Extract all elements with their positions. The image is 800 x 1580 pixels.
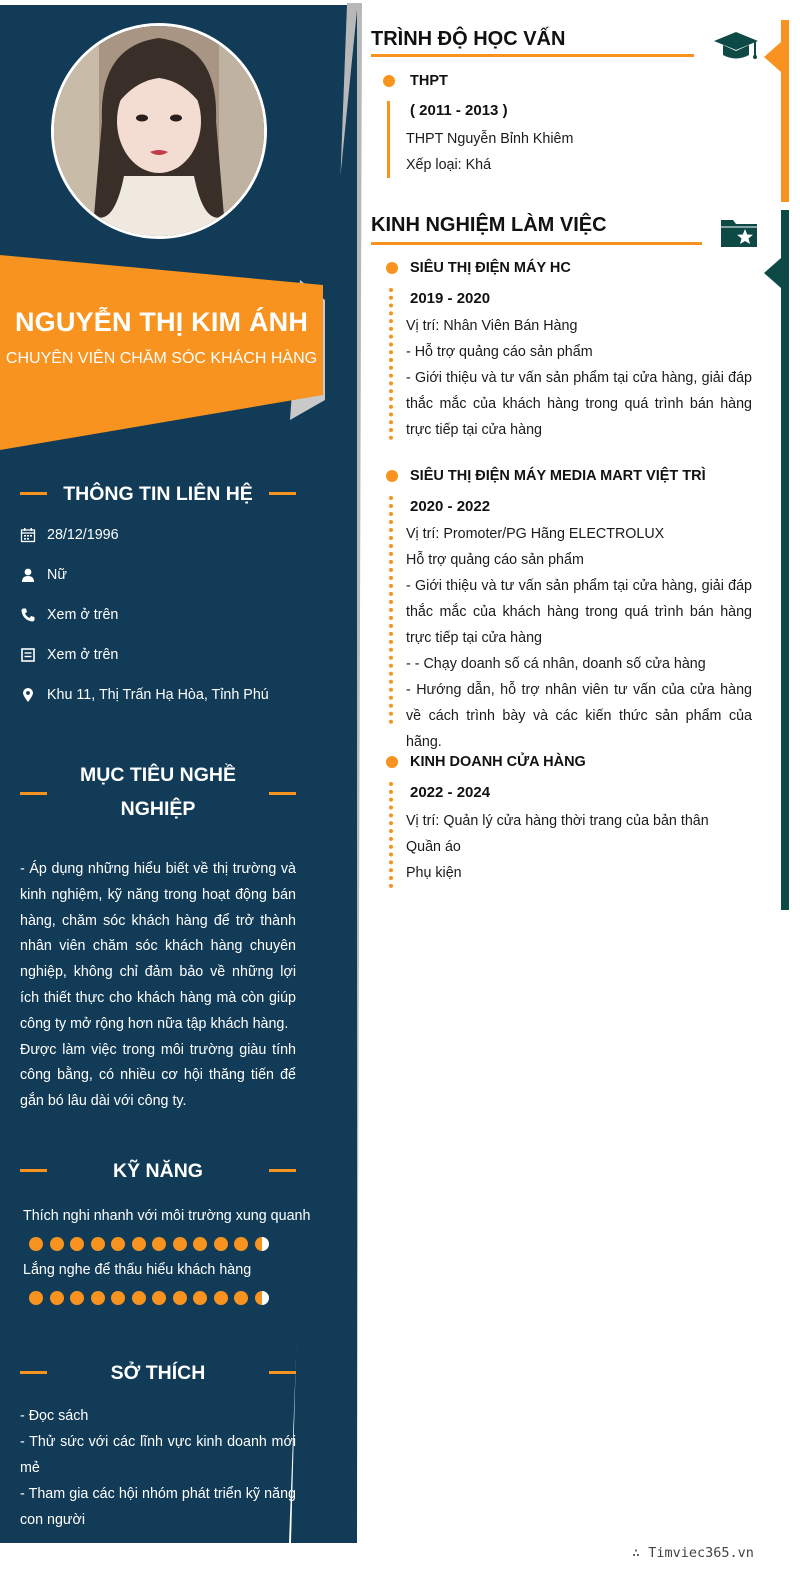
- job-company: SIÊU THỊ ĐIỆN MÁY HC: [410, 260, 571, 276]
- location-icon: [20, 687, 36, 703]
- candidate-name: NGUYỄN THỊ KIM ÁNH: [14, 307, 309, 337]
- skill-dot: [70, 1291, 84, 1305]
- heading-dash-right: [269, 1169, 296, 1172]
- green-side-bar: [781, 210, 789, 910]
- skill-dot: [111, 1291, 125, 1305]
- hobby-item: - Tham gia các hội nhóm phát triển kỹ năng con người: [20, 1486, 296, 1528]
- job-date: 2019 - 2020: [410, 290, 491, 307]
- job-details: [406, 808, 752, 886]
- hobby-item: - Thử sức với các lĩnh vực kinh doanh mới mẻ: [20, 1434, 296, 1476]
- objective-heading: MỤC TIÊU NGHỀ NGHIỆP: [20, 758, 296, 828]
- job-date: 2022 - 2024: [410, 784, 491, 801]
- timeline-dotted-line: [389, 288, 397, 440]
- heading-dash-left: [20, 1371, 47, 1374]
- job-company: KINH DOANH CỬA HÀNG: [410, 754, 586, 770]
- graduation-cap-icon: [713, 30, 759, 64]
- objective-paragraph-1: - Áp dụng những hiểu biết về thị trường và kinh nghiệm, kỹ năng trong hoạt động bán hàng, chăm sóc khách hàng để trở thành nhân viên chăm sóc khách hàng chuyên nghiệp, không chỉ đảm bảo về những lợi ích thiết thực cho khách hàng mà còn giúp công ty mở rộng hơn nữa tập khách hàng.: [20, 861, 296, 1032]
- calendar-icon: [20, 527, 36, 543]
- skill-dot: [193, 1291, 207, 1305]
- skill-dot: [173, 1237, 187, 1251]
- job-details: [406, 313, 752, 443]
- skill-dot: [29, 1291, 43, 1305]
- timeline-dotted-line: [389, 496, 397, 724]
- objective-text: [20, 857, 296, 1115]
- folder-star-icon: [719, 216, 759, 250]
- job-duty: - Hướng dẫn, hỗ trợ nhân viên tư vấn của cửa hàng về cách trình bày và các kiến thức sản phẩm của hãng.: [406, 682, 752, 750]
- skill-dot: [255, 1237, 269, 1251]
- skill-dot: [234, 1291, 248, 1305]
- skill-dot: [132, 1291, 146, 1305]
- address-value: Khu 11, Thị Trấn Hạ Hòa, Tỉnh Phú: [47, 687, 269, 703]
- education-date: ( 2011 - 2013 ): [410, 102, 508, 119]
- heading-dash-right: [269, 492, 296, 495]
- heading-dash-right: [269, 792, 296, 795]
- job-duty: - Hỗ trợ quảng cáo sản phẩm: [406, 344, 593, 360]
- skill-dot: [50, 1291, 64, 1305]
- skill-dot: [193, 1237, 207, 1251]
- education-details: [406, 126, 752, 178]
- education-grade: Xếp loại: Khá: [406, 157, 492, 173]
- education-heading-underline: [371, 54, 694, 57]
- candidate-job-title: CHUYÊN VIÊN CHĂM SÓC KHÁCH HÀNG: [5, 350, 318, 367]
- hobbies-heading: SỞ THÍCH: [20, 1360, 296, 1386]
- watermark: ∴ Timviec365.vn: [632, 1545, 754, 1561]
- green-side-notch: [764, 258, 781, 288]
- skill-dot: [132, 1237, 146, 1251]
- email-icon: [20, 647, 36, 663]
- education-school: THPT Nguyễn Bỉnh Khiêm: [406, 131, 574, 147]
- phone-value: Xem ở trên: [47, 607, 119, 623]
- phone-icon: [20, 607, 36, 623]
- job-duty: - Giới thiệu và tư vấn sản phẩm tại cửa hàng, giải đáp thắc mắc của khách hàng trong quá trình bán hàng trực tiếp tại cửa hàng: [406, 370, 752, 438]
- job-position: Vị trí: Promoter/PG Hãng ELECTROLUX: [406, 526, 665, 542]
- skill-dot: [152, 1237, 166, 1251]
- hobby-item: - Đọc sách: [20, 1408, 89, 1424]
- job-duty: - - Chạy doanh số cá nhân, doanh số cửa hàng: [406, 656, 706, 672]
- job-date: 2020 - 2022: [410, 498, 491, 515]
- skill-name: Thích nghi nhanh với môi trường xung quanh: [23, 1208, 311, 1224]
- skill-dot: [50, 1237, 64, 1251]
- objective-paragraph-2: Được làm việc trong môi trường giàu tính công bằng, có nhiều cơ hội thăng tiến để gắn bó lâu dài với công ty.: [20, 1041, 296, 1110]
- skill-dot: [70, 1237, 84, 1251]
- heading-dash-left: [20, 1169, 47, 1172]
- experience-heading: KINH NGHIỆM LÀM VIỆC: [371, 214, 607, 236]
- timeline-dotted-line: [389, 782, 397, 888]
- timeline-line: [387, 101, 390, 178]
- skill-dot: [255, 1291, 269, 1305]
- skill-name: Lắng nghe để thấu hiểu khách hàng: [23, 1262, 252, 1278]
- timeline-dot: [386, 756, 398, 768]
- skill-dot: [111, 1237, 125, 1251]
- orange-side-notch: [764, 42, 781, 72]
- timeline-dot: [386, 470, 398, 482]
- skill-dot: [91, 1291, 105, 1305]
- skill-dot: [29, 1237, 43, 1251]
- skill-dot: [91, 1237, 105, 1251]
- skill-dot: [234, 1237, 248, 1251]
- orange-side-bar: [781, 20, 789, 202]
- timeline-dot: [383, 75, 395, 87]
- heading-dash-left: [20, 492, 47, 495]
- skill-dot: [173, 1291, 187, 1305]
- contact-heading: THÔNG TIN LIÊN HỆ: [20, 481, 296, 507]
- avatar: [51, 23, 267, 239]
- education-title: THPT: [410, 73, 448, 89]
- timeline-dot: [386, 262, 398, 274]
- job-duty: - Giới thiệu và tư vấn sản phẩm tại cửa hàng, giải đáp thắc mắc của khách hàng trong quá trình bán hàng trực tiếp tại cửa hàng: [406, 578, 752, 646]
- job-duty: Phụ kiện: [406, 865, 462, 881]
- heading-dash-left: [20, 792, 47, 795]
- skill-dot: [214, 1237, 228, 1251]
- birthday-value: 28/12/1996: [47, 527, 119, 543]
- job-position: Vị trí: Quản lý cửa hàng thời trang của bản thân: [406, 813, 709, 829]
- email-value: Xem ở trên: [47, 647, 119, 663]
- experience-heading-underline: [371, 242, 702, 245]
- job-duty: Quần áo: [406, 839, 461, 855]
- job-details: [406, 521, 752, 755]
- avatar-photo: [54, 26, 264, 236]
- skill-dot: [214, 1291, 228, 1305]
- user-icon: [20, 567, 36, 583]
- hobbies-list: [20, 1403, 296, 1533]
- job-duty: Hỗ trợ quảng cáo sản phẩm: [406, 552, 584, 568]
- skill-dot: [152, 1291, 166, 1305]
- job-company: SIÊU THỊ ĐIỆN MÁY MEDIA MART VIỆT TRÌ: [410, 468, 706, 484]
- gender-value: Nữ: [47, 567, 67, 583]
- education-heading: TRÌNH ĐỘ HỌC VẤN: [371, 28, 566, 50]
- heading-dash-right: [269, 1371, 296, 1374]
- job-position: Vị trí: Nhân Viên Bán Hàng: [406, 318, 578, 334]
- skills-heading: KỸ NĂNG: [20, 1158, 296, 1184]
